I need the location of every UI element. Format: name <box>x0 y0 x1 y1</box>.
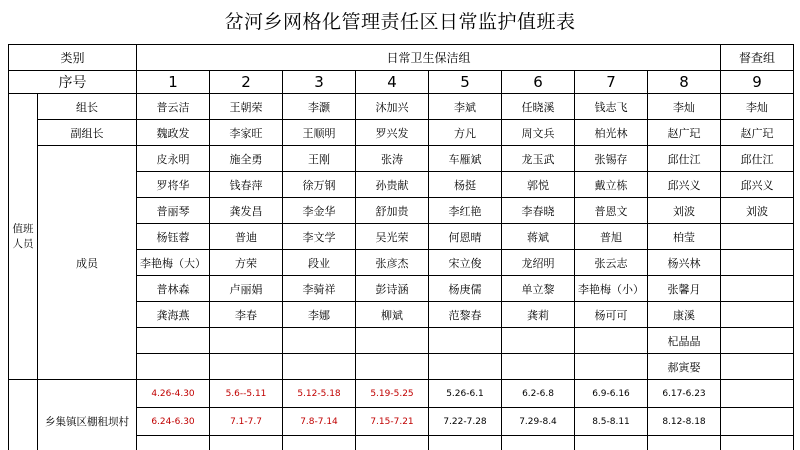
date-range-cell: 7.1-7.7 <box>210 408 283 436</box>
member-cell <box>502 354 575 380</box>
date-range-cell: 6.9-6.16 <box>575 380 648 408</box>
member-cell: 龚海燕 <box>137 302 210 328</box>
member-cell: 康溪 <box>648 302 721 328</box>
leader-cell: 李灿 <box>648 94 721 120</box>
member-cell: 吴光荣 <box>356 224 429 250</box>
member-cell <box>429 354 502 380</box>
member-cell: 李金华 <box>283 198 356 224</box>
date-range-cell: 6.17-6.23 <box>648 380 721 408</box>
supervisor-label: 督查组 <box>721 45 794 71</box>
duty-roster-table <box>8 44 794 450</box>
date-range-cell <box>356 436 429 450</box>
leader-cell: 钱志飞 <box>575 94 648 120</box>
member-cell: 张馨月 <box>648 276 721 302</box>
member-label: 成员 <box>38 146 137 380</box>
seq-number: 8 <box>648 71 721 94</box>
schedule-row <box>9 380 794 408</box>
member-cell: 柏莹 <box>648 224 721 250</box>
member-cell: 方荣 <box>210 250 283 276</box>
date-range-cell <box>210 436 283 450</box>
category-label: 类别 <box>9 45 137 71</box>
member-cell <box>721 250 794 276</box>
date-range-cell: 7.22-7.28 <box>429 408 502 436</box>
date-range-cell <box>283 436 356 450</box>
seq-number: 7 <box>575 71 648 94</box>
date-range-cell: 8.5-8.11 <box>575 408 648 436</box>
member-cell <box>210 328 283 354</box>
header-row-seq <box>9 71 794 94</box>
vice-cell: 罗兴发 <box>356 120 429 146</box>
member-cell <box>575 328 648 354</box>
date-range-cell <box>137 436 210 450</box>
member-cell: 蒋斌 <box>502 224 575 250</box>
page-title: 岔河乡网格化管理责任区日常监护值班表 <box>224 11 576 33</box>
date-range-cell: 5.26-6.1 <box>429 380 502 408</box>
member-cell: 龚莉 <box>502 302 575 328</box>
member-cell: 卢丽娟 <box>210 276 283 302</box>
member-cell: 刘波 <box>721 198 794 224</box>
member-cell: 普丽琴 <box>137 198 210 224</box>
header-row-category <box>9 45 794 71</box>
member-cell: 普旭 <box>575 224 648 250</box>
member-cell: 杨挺 <box>429 172 502 198</box>
member-cell: 杞晶晶 <box>648 328 721 354</box>
member-cell: 杨钰蓉 <box>137 224 210 250</box>
leader-row <box>9 94 794 120</box>
member-cell: 宋立俊 <box>429 250 502 276</box>
seq-number: 2 <box>210 71 283 94</box>
area-label: 乡集镇区棚租坝村 <box>38 380 137 450</box>
vice-cell: 王顺明 <box>283 120 356 146</box>
member-cell: 普恩文 <box>575 198 648 224</box>
vice-cell: 李家旺 <box>210 120 283 146</box>
seq-label: 序号 <box>9 71 137 94</box>
member-cell <box>721 328 794 354</box>
member-cell: 邱仕江 <box>721 146 794 172</box>
date-range-cell: 7.15-7.21 <box>356 408 429 436</box>
leader-cell: 李灏 <box>283 94 356 120</box>
leader-cell: 普云洁 <box>137 94 210 120</box>
member-cell: 刘波 <box>648 198 721 224</box>
vice-row <box>9 120 794 146</box>
member-cell: 戴立栋 <box>575 172 648 198</box>
vice-cell: 周文兵 <box>502 120 575 146</box>
member-cell: 邱兴义 <box>721 172 794 198</box>
date-range-cell: 7.29-8.4 <box>502 408 575 436</box>
vice-cell: 魏政发 <box>137 120 210 146</box>
date-range-cell: 6.2-6.8 <box>502 380 575 408</box>
vice-cell: 赵广玘 <box>648 120 721 146</box>
member-cell: 杨可可 <box>575 302 648 328</box>
member-cell: 孙贵献 <box>356 172 429 198</box>
seq-number: 4 <box>356 71 429 94</box>
member-cell: 单立黎 <box>502 276 575 302</box>
member-cell <box>502 328 575 354</box>
date-range-cell <box>721 408 794 436</box>
date-range-cell: 5.12-5.18 <box>283 380 356 408</box>
member-cell: 邱兴义 <box>648 172 721 198</box>
member-cell <box>721 224 794 250</box>
member-cell <box>721 302 794 328</box>
date-range-cell <box>721 380 794 408</box>
vice-cell: 柏光林 <box>575 120 648 146</box>
leader-cell: 李灿 <box>721 94 794 120</box>
member-cell: 龙玉武 <box>502 146 575 172</box>
member-cell <box>210 354 283 380</box>
member-cell: 皮永明 <box>137 146 210 172</box>
member-cell: 彭诗涵 <box>356 276 429 302</box>
leader-cell: 王朝荣 <box>210 94 283 120</box>
member-cell: 舒加贵 <box>356 198 429 224</box>
member-cell: 李文学 <box>283 224 356 250</box>
seq-number: 3 <box>283 71 356 94</box>
seq-number: 6 <box>502 71 575 94</box>
member-cell <box>283 354 356 380</box>
member-cell: 普迪 <box>210 224 283 250</box>
member-row <box>9 146 794 172</box>
vice-cell: 方凡 <box>429 120 502 146</box>
member-cell: 李红艳 <box>429 198 502 224</box>
member-cell: 范黎春 <box>429 302 502 328</box>
date-range-cell <box>648 436 721 450</box>
member-cell: 施全勇 <box>210 146 283 172</box>
member-cell: 钱春萍 <box>210 172 283 198</box>
member-cell <box>283 328 356 354</box>
member-cell: 车雁斌 <box>429 146 502 172</box>
leader-label: 组长 <box>38 94 137 120</box>
date-range-cell: 5.19-5.25 <box>356 380 429 408</box>
seq-number: 1 <box>137 71 210 94</box>
member-cell: 王刚 <box>283 146 356 172</box>
member-cell: 杨兴林 <box>648 250 721 276</box>
member-cell <box>721 354 794 380</box>
seq-number: 5 <box>429 71 502 94</box>
seq-number: 9 <box>721 71 794 94</box>
schedule-side-cell <box>9 380 38 450</box>
duty-section-label: 值班人员 <box>9 94 38 380</box>
vice-label: 副组长 <box>38 120 137 146</box>
member-cell: 张云志 <box>575 250 648 276</box>
member-cell: 柳斌 <box>356 302 429 328</box>
group-label: 日常卫生保洁组 <box>137 45 721 71</box>
date-range-cell <box>575 436 648 450</box>
member-cell: 邱仕江 <box>648 146 721 172</box>
leader-cell: 李斌 <box>429 94 502 120</box>
date-range-cell: 4.26-4.30 <box>137 380 210 408</box>
member-cell: 李骑祥 <box>283 276 356 302</box>
member-cell: 徐万钢 <box>283 172 356 198</box>
member-cell: 郭悦 <box>502 172 575 198</box>
member-cell: 普林森 <box>137 276 210 302</box>
member-cell: 段业 <box>283 250 356 276</box>
member-cell: 龙绍明 <box>502 250 575 276</box>
member-cell: 杨庚儒 <box>429 276 502 302</box>
date-range-cell: 8.12-8.18 <box>648 408 721 436</box>
member-cell: 何恩晴 <box>429 224 502 250</box>
member-cell: 龚发昌 <box>210 198 283 224</box>
member-cell: 张涛 <box>356 146 429 172</box>
member-cell: 李艳梅（大） <box>137 250 210 276</box>
member-cell <box>137 354 210 380</box>
member-cell <box>575 354 648 380</box>
member-cell: 张彦杰 <box>356 250 429 276</box>
date-range-cell <box>429 436 502 450</box>
member-cell: 李艳梅（小） <box>575 276 648 302</box>
member-cell: 李春 <box>210 302 283 328</box>
leader-cell: 沐加兴 <box>356 94 429 120</box>
member-cell <box>429 328 502 354</box>
member-cell: 李娜 <box>283 302 356 328</box>
member-cell <box>356 354 429 380</box>
member-cell <box>137 328 210 354</box>
vice-cell: 赵广玘 <box>721 120 794 146</box>
member-cell: 张锡存 <box>575 146 648 172</box>
date-range-cell <box>502 436 575 450</box>
date-range-cell <box>721 436 794 450</box>
date-range-cell: 5.6--5.11 <box>210 380 283 408</box>
member-cell: 郝寅娶 <box>648 354 721 380</box>
leader-cell: 任晓溪 <box>502 94 575 120</box>
date-range-cell: 6.24-6.30 <box>137 408 210 436</box>
member-cell: 李春晓 <box>502 198 575 224</box>
date-range-cell: 7.8-7.14 <box>283 408 356 436</box>
member-cell: 罗将华 <box>137 172 210 198</box>
member-cell <box>356 328 429 354</box>
member-cell <box>721 276 794 302</box>
